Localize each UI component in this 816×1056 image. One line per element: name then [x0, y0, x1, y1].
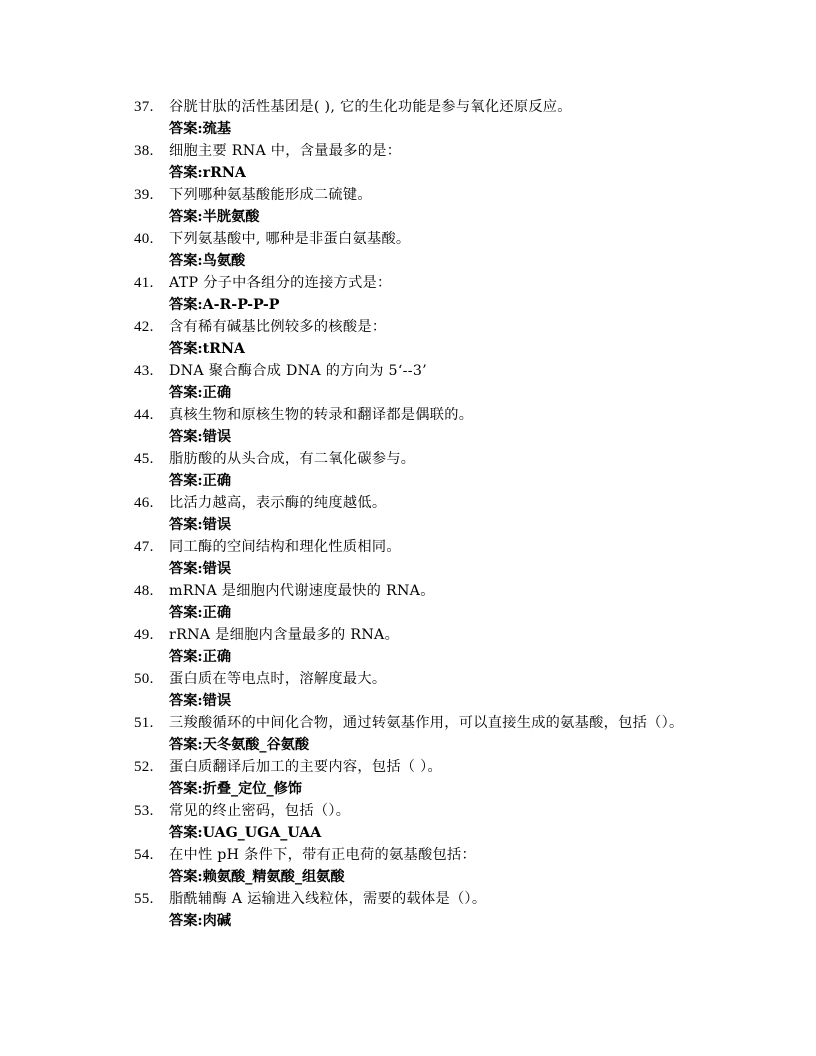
question-number: 53.: [134, 803, 154, 819]
question-number: 46.: [134, 495, 154, 511]
answer-line: [0, 822, 816, 844]
question-text: 常见的终止密码，包括（）。: [169, 803, 351, 819]
answer-label: 答案:: [169, 209, 203, 225]
answer-text: 错误: [202, 429, 232, 445]
answer-text: UAG_UGA_UAA: [202, 825, 322, 841]
answer-text: tRNA: [202, 341, 245, 357]
answer-line: [0, 250, 816, 272]
question-number: 37.: [134, 99, 154, 115]
answer-label: 答案:: [169, 253, 203, 269]
question-line: [0, 360, 816, 382]
answer-text: A-R-P-P-P: [202, 297, 280, 313]
answer-label: 答案:: [169, 517, 203, 533]
question-line: [0, 668, 816, 690]
question-line: [0, 712, 699, 734]
question-text: 脂酰辅酶 A 运输进入线粒体，需要的载体是（）。: [169, 891, 487, 907]
answer-text: 错误: [202, 561, 232, 577]
question-line: [0, 448, 816, 470]
answer-line: [0, 206, 816, 228]
answer-label: 答案:: [169, 605, 203, 621]
question-text: 下列哪种氨基酸能形成二硫键。: [169, 187, 372, 203]
answer-line: [0, 690, 816, 712]
question-line: [0, 96, 816, 118]
answer-line: [0, 118, 816, 140]
question-text: 蛋白质翻译后加工的主要内容，包括（ ）。: [169, 759, 442, 775]
question-text: 三羧酸循环的中间化合物，通过转氨基作用，可以直接生成的氨基酸，包括（）。: [169, 715, 684, 731]
answer-text: 折叠_定位_修饰: [202, 781, 302, 797]
question-item: [0, 580, 816, 624]
answer-label: 答案:: [169, 561, 203, 577]
question-item: [0, 228, 816, 272]
question-text: 细胞主要 RNA 中，含量最多的是：: [169, 143, 402, 159]
question-text: 谷胱甘肽的活性基团是( ), 它的生化功能是参与氧化还原反应。: [169, 99, 572, 115]
answer-text: 正确: [202, 605, 232, 621]
question-number: 40.: [134, 231, 154, 247]
answer-label: 答案:: [169, 385, 203, 401]
question-number: 48.: [134, 583, 154, 599]
question-number: 52.: [134, 759, 154, 775]
answer-label: 答案:: [169, 649, 203, 665]
answer-line: [0, 734, 816, 756]
question-item: [0, 404, 816, 448]
question-text: rRNA 是细胞内含量最多的 RNA。: [169, 627, 400, 643]
answer-label: 答案:: [169, 165, 203, 181]
question-item: [0, 800, 816, 844]
answer-text: 巯基: [202, 121, 232, 137]
question-text: 在中性 pH 条件下，带有正电荷的氨基酸包括：: [169, 847, 476, 863]
answer-line: [0, 382, 816, 404]
question-text: 含有稀有碱基比例较多的核酸是：: [169, 319, 387, 335]
question-text: 比活力越高，表示酶的纯度越低。: [169, 495, 387, 511]
answer-label: 答案:: [169, 429, 203, 445]
answer-line: [0, 426, 816, 448]
answer-line: [0, 294, 816, 316]
answer-line: [0, 910, 816, 932]
question-item: [0, 668, 816, 712]
question-item: [0, 536, 816, 580]
question-text: DNA 聚合酶合成 DNA 的方向为 5‘--3’: [169, 363, 427, 379]
answer-text: 正确: [202, 649, 232, 665]
question-line: [0, 492, 816, 514]
question-line: [0, 404, 816, 426]
question-item: [0, 756, 816, 800]
question-item: [0, 316, 816, 360]
question-item: [0, 140, 816, 184]
answer-line: [0, 778, 816, 800]
question-item: [0, 448, 816, 492]
answer-text: 天冬氨酸_谷氨酸: [202, 737, 310, 753]
question-line: [0, 624, 816, 646]
answer-text: 正确: [202, 385, 232, 401]
answer-label: 答案:: [169, 341, 203, 357]
question-number: 54.: [134, 847, 154, 863]
question-number: 55.: [134, 891, 154, 907]
answer-label: 答案:: [169, 737, 203, 753]
question-text: 蛋白质在等电点时，溶解度最大。: [169, 671, 387, 687]
document-page: [0, 96, 816, 932]
question-item: [0, 96, 816, 140]
question-number: 42.: [134, 319, 154, 335]
answer-text: 鸟氨酸: [202, 253, 246, 269]
question-item: [0, 624, 816, 668]
question-text: 真核生物和原核生物的转录和翻译都是偶联的。: [169, 407, 474, 423]
answer-line: [0, 162, 816, 184]
answer-text: rRNA: [202, 165, 246, 181]
answer-label: 答案:: [169, 121, 203, 137]
question-item: [0, 888, 816, 932]
question-line: [0, 536, 816, 558]
question-number: 38.: [134, 143, 154, 159]
question-line: [0, 140, 816, 162]
question-text: ATP 分子中各组分的连接方式是：: [169, 275, 392, 291]
question-line: [0, 580, 816, 602]
question-text: mRNA 是细胞内代谢速度最快的 RNA。: [169, 583, 435, 599]
answer-label: 答案:: [169, 297, 203, 313]
answer-label: 答案:: [169, 913, 203, 929]
question-item: [0, 360, 816, 404]
question-number: 49.: [134, 627, 154, 643]
answer-text: 肉碱: [202, 913, 232, 929]
question-line: [0, 184, 816, 206]
question-number: 50.: [134, 671, 154, 687]
answer-line: [0, 558, 816, 580]
question-item: [0, 272, 816, 316]
answer-line: [0, 866, 816, 888]
question-number: 41.: [134, 275, 154, 291]
question-line: [0, 844, 816, 866]
answer-text: 正确: [202, 473, 232, 489]
question-item: [0, 184, 816, 228]
answer-text: 赖氨酸_精氨酸_组氨酸: [202, 869, 345, 885]
answer-line: [0, 602, 816, 624]
question-line: [0, 228, 816, 250]
answer-text: 半胱氨酸: [202, 209, 260, 225]
question-line: [0, 800, 816, 822]
answer-line: [0, 470, 816, 492]
answer-text: 错误: [202, 693, 232, 709]
question-line: [0, 272, 816, 294]
question-line: [0, 316, 816, 338]
answer-line: [0, 514, 816, 536]
question-item: [0, 712, 816, 756]
answer-label: 答案:: [169, 825, 203, 841]
question-text: 下列氨基酸中, 哪种是非蛋白氨基酸。: [169, 231, 411, 247]
answer-label: 答案:: [169, 473, 203, 489]
question-line: [0, 888, 816, 910]
question-line: [0, 756, 816, 778]
question-number: 39.: [134, 187, 154, 203]
answer-text: 错误: [202, 517, 232, 533]
answer-label: 答案:: [169, 869, 203, 885]
question-text: 脂肪酸的从头合成，有二氧化碳参与。: [169, 451, 416, 467]
question-number: 43.: [134, 363, 154, 379]
question-item: [0, 492, 816, 536]
answer-line: [0, 646, 816, 668]
question-item: [0, 844, 816, 888]
question-number: 44.: [134, 407, 154, 423]
answer-label: 答案:: [169, 693, 203, 709]
question-number: 51.: [134, 715, 154, 731]
answer-line: [0, 338, 816, 360]
answer-label: 答案:: [169, 781, 203, 797]
question-number: 45.: [134, 451, 154, 467]
question-text: 同工酶的空间结构和理化性质相同。: [169, 539, 401, 555]
question-number: 47.: [134, 539, 154, 555]
